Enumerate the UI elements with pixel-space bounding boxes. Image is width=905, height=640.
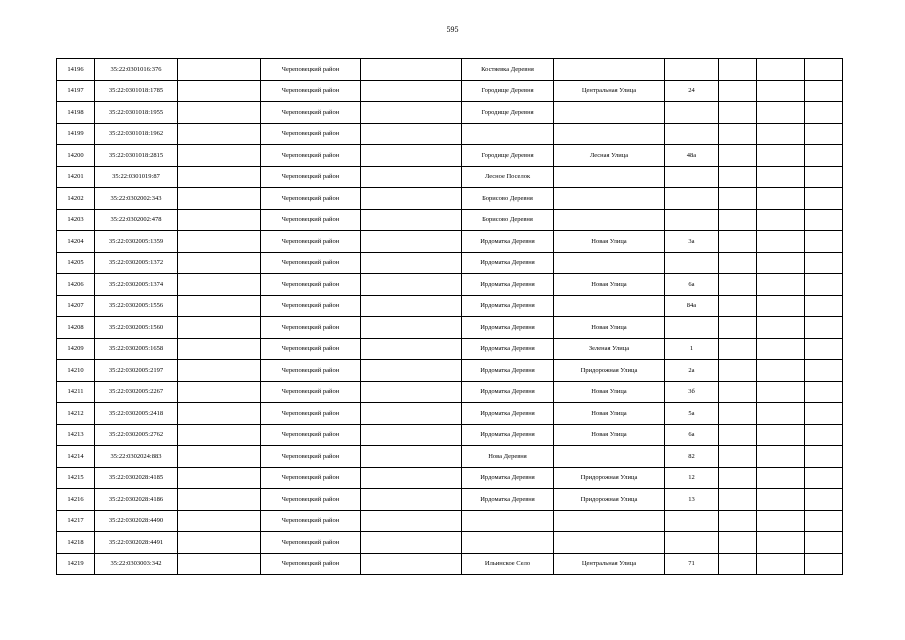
empty-cell <box>719 532 757 554</box>
empty-cell <box>361 510 462 532</box>
house-number-cell: 5а <box>665 403 719 425</box>
empty-cell <box>805 338 843 360</box>
record-number-cell: 14204 <box>57 231 95 253</box>
table-row <box>57 532 843 554</box>
district-cell: Череповецкий район <box>261 403 361 425</box>
empty-cell <box>719 553 757 575</box>
locality-cell: Ирдоматка Деревня <box>462 489 554 511</box>
empty-cell <box>178 317 261 339</box>
house-number-cell: 1 <box>665 338 719 360</box>
cadastral-number-cell: 35:22:0302028:4491 <box>95 532 178 554</box>
empty-cell <box>361 59 462 81</box>
empty-cell <box>361 188 462 210</box>
table-row <box>57 381 843 403</box>
house-number-cell: 24 <box>665 80 719 102</box>
cadastral-number-cell: 35:22:0301016:376 <box>95 59 178 81</box>
locality-cell: Ирдоматка Деревня <box>462 252 554 274</box>
locality-cell: Ирдоматка Деревня <box>462 231 554 253</box>
empty-cell <box>361 467 462 489</box>
table-row <box>57 188 843 210</box>
cadastral-number-cell: 35:22:0302005:2267 <box>95 381 178 403</box>
empty-cell <box>361 317 462 339</box>
table-row <box>57 338 843 360</box>
locality-cell: Ирдоматка Деревня <box>462 424 554 446</box>
record-number-cell: 14214 <box>57 446 95 468</box>
empty-cell <box>361 102 462 124</box>
record-number-cell: 14215 <box>57 467 95 489</box>
district-cell: Череповецкий район <box>261 274 361 296</box>
table-row <box>57 295 843 317</box>
cadastral-number-cell: 35:22:0302028:4490 <box>95 510 178 532</box>
table-row <box>57 553 843 575</box>
empty-cell <box>757 467 805 489</box>
district-cell: Череповецкий район <box>261 188 361 210</box>
district-cell: Череповецкий район <box>261 489 361 511</box>
record-number-cell: 14203 <box>57 209 95 231</box>
table-row <box>57 59 843 81</box>
empty-cell <box>757 403 805 425</box>
locality-cell: Ильинское Село <box>462 553 554 575</box>
empty-cell <box>805 446 843 468</box>
record-number-cell: 14209 <box>57 338 95 360</box>
empty-cell <box>719 274 757 296</box>
empty-cell <box>757 510 805 532</box>
table-row <box>57 231 843 253</box>
empty-cell <box>361 295 462 317</box>
district-cell: Череповецкий район <box>261 252 361 274</box>
house-number-cell: 13 <box>665 489 719 511</box>
empty-cell <box>757 317 805 339</box>
empty-cell <box>805 80 843 102</box>
empty-cell <box>805 467 843 489</box>
house-number-cell: 84а <box>665 295 719 317</box>
empty-cell <box>361 489 462 511</box>
locality-cell: Ирдоматка Деревня <box>462 360 554 382</box>
empty-cell <box>178 446 261 468</box>
district-cell: Череповецкий район <box>261 532 361 554</box>
empty-cell <box>719 338 757 360</box>
record-number-cell: 14201 <box>57 166 95 188</box>
record-number-cell: 14205 <box>57 252 95 274</box>
locality-cell: Лесное Поселок <box>462 166 554 188</box>
empty-cell <box>178 252 261 274</box>
district-cell: Череповецкий район <box>261 80 361 102</box>
district-cell: Череповецкий район <box>261 166 361 188</box>
empty-cell <box>719 403 757 425</box>
district-cell: Череповецкий район <box>261 295 361 317</box>
table-row <box>57 209 843 231</box>
empty-cell <box>178 80 261 102</box>
table-row <box>57 166 843 188</box>
empty-cell <box>361 123 462 145</box>
table-row <box>57 252 843 274</box>
table-row <box>57 360 843 382</box>
cadastral-number-cell: 35:22:0302005:1560 <box>95 317 178 339</box>
empty-cell <box>178 145 261 167</box>
empty-cell <box>757 274 805 296</box>
cadastral-number-cell: 35:22:0302005:2762 <box>95 424 178 446</box>
empty-cell <box>805 59 843 81</box>
empty-cell <box>719 317 757 339</box>
empty-cell <box>178 295 261 317</box>
district-cell: Череповецкий район <box>261 553 361 575</box>
empty-cell <box>178 274 261 296</box>
empty-cell <box>757 360 805 382</box>
empty-cell <box>805 381 843 403</box>
street-cell <box>554 102 665 124</box>
cadastral-number-cell: 35:22:0301018:2815 <box>95 145 178 167</box>
empty-cell <box>178 467 261 489</box>
empty-cell <box>361 338 462 360</box>
empty-cell <box>361 553 462 575</box>
empty-cell <box>178 403 261 425</box>
empty-cell <box>178 59 261 81</box>
locality-cell: Ирдоматка Деревня <box>462 467 554 489</box>
house-number-cell: 3б <box>665 381 719 403</box>
empty-cell <box>719 123 757 145</box>
street-cell: Зеленая Улица <box>554 338 665 360</box>
table-row <box>57 403 843 425</box>
record-number-cell: 14210 <box>57 360 95 382</box>
empty-cell <box>757 295 805 317</box>
empty-cell <box>805 553 843 575</box>
cadastral-number-cell: 35:22:0302028:4185 <box>95 467 178 489</box>
empty-cell <box>805 532 843 554</box>
empty-cell <box>757 231 805 253</box>
street-cell: Центральная Улица <box>554 553 665 575</box>
empty-cell <box>178 123 261 145</box>
empty-cell <box>178 209 261 231</box>
empty-cell <box>757 338 805 360</box>
record-number-cell: 14211 <box>57 381 95 403</box>
street-cell: Новая Улица <box>554 231 665 253</box>
empty-cell <box>719 360 757 382</box>
cadastral-number-cell: 35:22:0302024:883 <box>95 446 178 468</box>
table-row <box>57 274 843 296</box>
district-cell: Череповецкий район <box>261 231 361 253</box>
record-number-cell: 14217 <box>57 510 95 532</box>
house-number-cell: 82 <box>665 446 719 468</box>
empty-cell <box>719 59 757 81</box>
locality-cell: Ирдоматка Деревня <box>462 338 554 360</box>
record-number-cell: 14200 <box>57 145 95 167</box>
cadastral-number-cell: 35:22:0301018:1785 <box>95 80 178 102</box>
empty-cell <box>757 209 805 231</box>
empty-cell <box>757 80 805 102</box>
empty-cell <box>757 424 805 446</box>
empty-cell <box>805 166 843 188</box>
house-number-cell <box>665 532 719 554</box>
empty-cell <box>178 166 261 188</box>
house-number-cell: 6а <box>665 274 719 296</box>
record-number-cell: 14213 <box>57 424 95 446</box>
locality-cell: Ирдоматка Деревня <box>462 381 554 403</box>
cadastral-number-cell: 35:22:0302005:2418 <box>95 403 178 425</box>
street-cell: Новая Улица <box>554 403 665 425</box>
empty-cell <box>757 166 805 188</box>
locality-cell <box>462 532 554 554</box>
record-number-cell: 14207 <box>57 295 95 317</box>
locality-cell: Костяевка Деревня <box>462 59 554 81</box>
empty-cell <box>805 231 843 253</box>
empty-cell <box>805 403 843 425</box>
locality-cell: Борисово Деревня <box>462 188 554 210</box>
street-cell <box>554 510 665 532</box>
house-number-cell: 71 <box>665 553 719 575</box>
district-cell: Череповецкий район <box>261 510 361 532</box>
cadastral-number-cell: 35:22:0302005:1372 <box>95 252 178 274</box>
empty-cell <box>719 252 757 274</box>
locality-cell: Ирдоматка Деревня <box>462 317 554 339</box>
empty-cell <box>361 403 462 425</box>
record-number-cell: 14212 <box>57 403 95 425</box>
street-cell: Новая Улица <box>554 424 665 446</box>
cadastral-number-cell: 35:22:0302005:1556 <box>95 295 178 317</box>
street-cell <box>554 295 665 317</box>
empty-cell <box>805 295 843 317</box>
empty-cell <box>719 188 757 210</box>
district-cell: Череповецкий район <box>261 338 361 360</box>
locality-cell: Ирдоматка Деревня <box>462 295 554 317</box>
house-number-cell <box>665 102 719 124</box>
house-number-cell <box>665 123 719 145</box>
district-cell: Череповецкий район <box>261 467 361 489</box>
street-cell: Центральная Улица <box>554 80 665 102</box>
empty-cell <box>178 381 261 403</box>
district-cell: Череповецкий район <box>261 317 361 339</box>
district-cell: Череповецкий район <box>261 145 361 167</box>
district-cell: Череповецкий район <box>261 360 361 382</box>
record-number-cell: 14218 <box>57 532 95 554</box>
house-number-cell <box>665 317 719 339</box>
empty-cell <box>757 188 805 210</box>
empty-cell <box>719 166 757 188</box>
empty-cell <box>178 532 261 554</box>
cadastral-number-cell: 35:22:0302002:343 <box>95 188 178 210</box>
empty-cell <box>361 446 462 468</box>
district-cell: Череповецкий район <box>261 446 361 468</box>
empty-cell <box>805 274 843 296</box>
empty-cell <box>757 123 805 145</box>
street-cell: Лесная Улица <box>554 145 665 167</box>
empty-cell <box>805 145 843 167</box>
district-cell: Череповецкий район <box>261 424 361 446</box>
locality-cell: Городище Деревня <box>462 102 554 124</box>
locality-cell: Борисово Деревня <box>462 209 554 231</box>
empty-cell <box>805 123 843 145</box>
empty-cell <box>719 80 757 102</box>
record-number-cell: 14206 <box>57 274 95 296</box>
empty-cell <box>719 102 757 124</box>
empty-cell <box>178 188 261 210</box>
property-registry-table <box>56 58 843 575</box>
table-row <box>57 489 843 511</box>
district-cell: Череповецкий район <box>261 123 361 145</box>
empty-cell <box>757 59 805 81</box>
empty-cell <box>178 424 261 446</box>
cadastral-number-cell: 35:22:0302028:4186 <box>95 489 178 511</box>
locality-cell: Городище Деревня <box>462 80 554 102</box>
table-row <box>57 123 843 145</box>
locality-cell: Городище Деревня <box>462 145 554 167</box>
empty-cell <box>361 252 462 274</box>
table-body <box>57 59 843 575</box>
empty-cell <box>178 553 261 575</box>
locality-cell: Ирдоматка Деревня <box>462 274 554 296</box>
empty-cell <box>178 489 261 511</box>
house-number-cell: 2а <box>665 360 719 382</box>
street-cell <box>554 209 665 231</box>
cadastral-number-cell: 35:22:0302005:1658 <box>95 338 178 360</box>
empty-cell <box>719 381 757 403</box>
table-row <box>57 317 843 339</box>
empty-cell <box>719 489 757 511</box>
empty-cell <box>805 360 843 382</box>
empty-cell <box>719 209 757 231</box>
street-cell: Новая Улица <box>554 381 665 403</box>
empty-cell <box>178 231 261 253</box>
empty-cell <box>178 338 261 360</box>
table-row <box>57 145 843 167</box>
empty-cell <box>361 231 462 253</box>
empty-cell <box>361 145 462 167</box>
empty-cell <box>178 360 261 382</box>
empty-cell <box>757 446 805 468</box>
table-row <box>57 510 843 532</box>
street-cell: Новая Улица <box>554 274 665 296</box>
street-cell <box>554 446 665 468</box>
district-cell: Череповецкий район <box>261 209 361 231</box>
empty-cell <box>361 274 462 296</box>
street-cell <box>554 532 665 554</box>
record-number-cell: 14219 <box>57 553 95 575</box>
house-number-cell: 6а <box>665 424 719 446</box>
cadastral-number-cell: 35:22:0301018:1962 <box>95 123 178 145</box>
locality-cell <box>462 510 554 532</box>
street-cell <box>554 252 665 274</box>
cadastral-number-cell: 35:22:0301018:1955 <box>95 102 178 124</box>
street-cell: Придорожная Улица <box>554 467 665 489</box>
empty-cell <box>178 102 261 124</box>
empty-cell <box>719 145 757 167</box>
empty-cell <box>757 553 805 575</box>
house-number-cell: 3а <box>665 231 719 253</box>
empty-cell <box>757 102 805 124</box>
district-cell: Череповецкий район <box>261 59 361 81</box>
street-cell <box>554 123 665 145</box>
cadastral-number-cell: 35:22:0301019:87 <box>95 166 178 188</box>
page-number: 595 <box>446 25 459 34</box>
record-number-cell: 14196 <box>57 59 95 81</box>
empty-cell <box>757 252 805 274</box>
empty-cell <box>757 532 805 554</box>
empty-cell <box>757 489 805 511</box>
house-number-cell: 48а <box>665 145 719 167</box>
empty-cell <box>719 467 757 489</box>
record-number-cell: 14198 <box>57 102 95 124</box>
locality-cell: Нова Деревня <box>462 446 554 468</box>
empty-cell <box>805 510 843 532</box>
empty-cell <box>805 424 843 446</box>
empty-cell <box>361 424 462 446</box>
street-cell <box>554 59 665 81</box>
street-cell: Придорожная Улица <box>554 489 665 511</box>
empty-cell <box>805 209 843 231</box>
table-row <box>57 424 843 446</box>
cadastral-number-cell: 35:22:0302005:1374 <box>95 274 178 296</box>
empty-cell <box>757 381 805 403</box>
record-number-cell: 14199 <box>57 123 95 145</box>
house-number-cell: 12 <box>665 467 719 489</box>
empty-cell <box>719 446 757 468</box>
empty-cell <box>719 295 757 317</box>
empty-cell <box>361 360 462 382</box>
table-row <box>57 467 843 489</box>
district-cell: Череповецкий район <box>261 102 361 124</box>
empty-cell <box>805 102 843 124</box>
empty-cell <box>361 209 462 231</box>
house-number-cell <box>665 209 719 231</box>
empty-cell <box>178 510 261 532</box>
empty-cell <box>805 252 843 274</box>
cadastral-number-cell: 35:22:0302005:1359 <box>95 231 178 253</box>
empty-cell <box>361 166 462 188</box>
record-number-cell: 14208 <box>57 317 95 339</box>
house-number-cell <box>665 510 719 532</box>
record-number-cell: 14216 <box>57 489 95 511</box>
empty-cell <box>805 317 843 339</box>
table-row <box>57 80 843 102</box>
locality-cell <box>462 123 554 145</box>
empty-cell <box>361 532 462 554</box>
empty-cell <box>719 510 757 532</box>
house-number-cell <box>665 166 719 188</box>
cadastral-number-cell: 35:22:0302005:2197 <box>95 360 178 382</box>
empty-cell <box>805 489 843 511</box>
locality-cell: Ирдоматка Деревня <box>462 403 554 425</box>
street-cell: Придорожная Улица <box>554 360 665 382</box>
street-cell <box>554 166 665 188</box>
empty-cell <box>719 231 757 253</box>
cadastral-number-cell: 35:22:0303003:342 <box>95 553 178 575</box>
empty-cell <box>757 145 805 167</box>
empty-cell <box>719 424 757 446</box>
record-number-cell: 14197 <box>57 80 95 102</box>
table-row <box>57 446 843 468</box>
empty-cell <box>805 188 843 210</box>
street-cell: Новая Улица <box>554 317 665 339</box>
district-cell: Череповецкий район <box>261 381 361 403</box>
street-cell <box>554 188 665 210</box>
empty-cell <box>361 80 462 102</box>
cadastral-number-cell: 35:22:0302002:478 <box>95 209 178 231</box>
house-number-cell <box>665 188 719 210</box>
record-number-cell: 14202 <box>57 188 95 210</box>
table-row <box>57 102 843 124</box>
empty-cell <box>361 381 462 403</box>
house-number-cell <box>665 252 719 274</box>
house-number-cell <box>665 59 719 81</box>
